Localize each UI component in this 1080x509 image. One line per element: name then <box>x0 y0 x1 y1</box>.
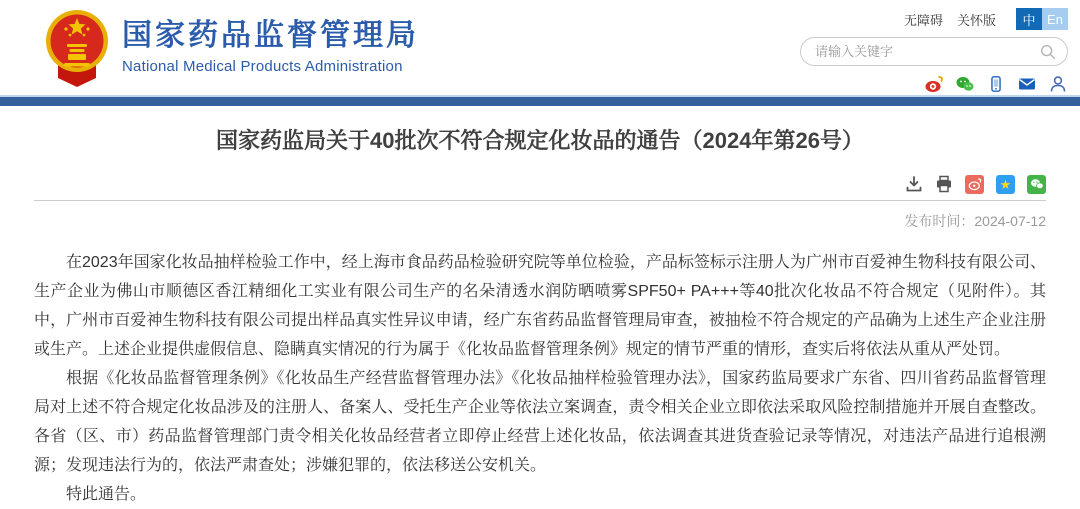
wechat-share-icon[interactable] <box>1027 175 1046 194</box>
weibo-share-icon[interactable] <box>965 175 984 194</box>
download-icon[interactable] <box>905 175 923 193</box>
search-box <box>800 37 1068 66</box>
lang-en-button[interactable]: En <box>1042 8 1068 30</box>
search-icon[interactable] <box>1039 43 1057 61</box>
search-input[interactable] <box>815 44 1039 59</box>
qzone-share-icon[interactable]: ★ <box>996 175 1015 194</box>
article-main <box>0 126 1080 509</box>
article-body <box>34 248 1046 509</box>
publish-date-label: 发布时间： <box>904 213 975 229</box>
paragraph: 特此通告。 <box>66 486 147 503</box>
care-version-link[interactable]: 关怀版 <box>956 12 996 28</box>
lang-zh-button[interactable]: 中 <box>1016 8 1042 30</box>
publish-date <box>34 211 1046 231</box>
paragraph: 在2023年国家化妆品抽样检验工作中，经上海市食品药品检验研究院等单位检验，产品标签标示注册人为广州市百爱神生物科技有限公司、生产企业为佛山市顺德区香江精细化工实业有限公司生产的名朵清透水润防晒喷雾SPF50+ PA+++等40批次化妆品不符合规定（见附件）。其中，广州市百爱神生物科技有限公司提出样品真实性异议申请，经广东省药品监督管理局审查，被抽检不符合规定的产品确为上述生产企业注册或生产。上述企业提供虚假信息、隐瞒真实情况的行为属于《化妆品监督管理条例》规定的情节严重的情形，查实后将依法从重从严处罚。 <box>34 254 1046 358</box>
user-icon[interactable] <box>1048 74 1068 94</box>
national-emblem-logo <box>44 8 110 88</box>
title-divider <box>34 200 1046 201</box>
header-divider-bar <box>0 95 1080 106</box>
site-title: 国家药品监督管理局 <box>122 19 419 52</box>
article-toolbar <box>34 174 1046 194</box>
site-header <box>0 0 1080 95</box>
mail-icon[interactable] <box>1017 74 1037 94</box>
paragraph: 根据《化妆品监督管理条例》《化妆品生产经营监督管理办法》《化妆品抽样检验管理办法》，国家药监局要求广东省、四川省药品监督管理局对上述不符合规定化妆品涉及的注册人、备案人、受托生产企业等依法立案调查，责令相关企业立即依法采取风险控制措施并开展自查整改。各省（区、市）药品监督管理部门责令相关化妆品经营者立即停止经营上述化妆品，依法调查其进货查验记录等情况，对违法产品进行追根溯源；发现违法行为的，依法严肃查处；涉嫌犯罪的，依法移送公安机关。 <box>34 370 1046 474</box>
top-links-row <box>904 8 1068 30</box>
mobile-icon[interactable] <box>986 74 1006 94</box>
publish-date-value: 2024-07-12 <box>974 213 1046 229</box>
weibo-icon[interactable] <box>924 74 944 94</box>
site-brand <box>122 18 419 75</box>
site-subtitle: National Medical Products Administration <box>122 58 403 75</box>
header-right <box>768 8 1068 94</box>
social-icons-row <box>924 74 1068 94</box>
print-icon[interactable] <box>935 175 953 193</box>
accessibility-link[interactable]: 无障碍 <box>903 12 943 28</box>
language-switcher <box>1016 8 1068 30</box>
wechat-icon[interactable] <box>955 74 975 94</box>
article-title: 国家药监局关于40批次不符合规定化妆品的通告（2024年第26号） <box>216 128 864 153</box>
